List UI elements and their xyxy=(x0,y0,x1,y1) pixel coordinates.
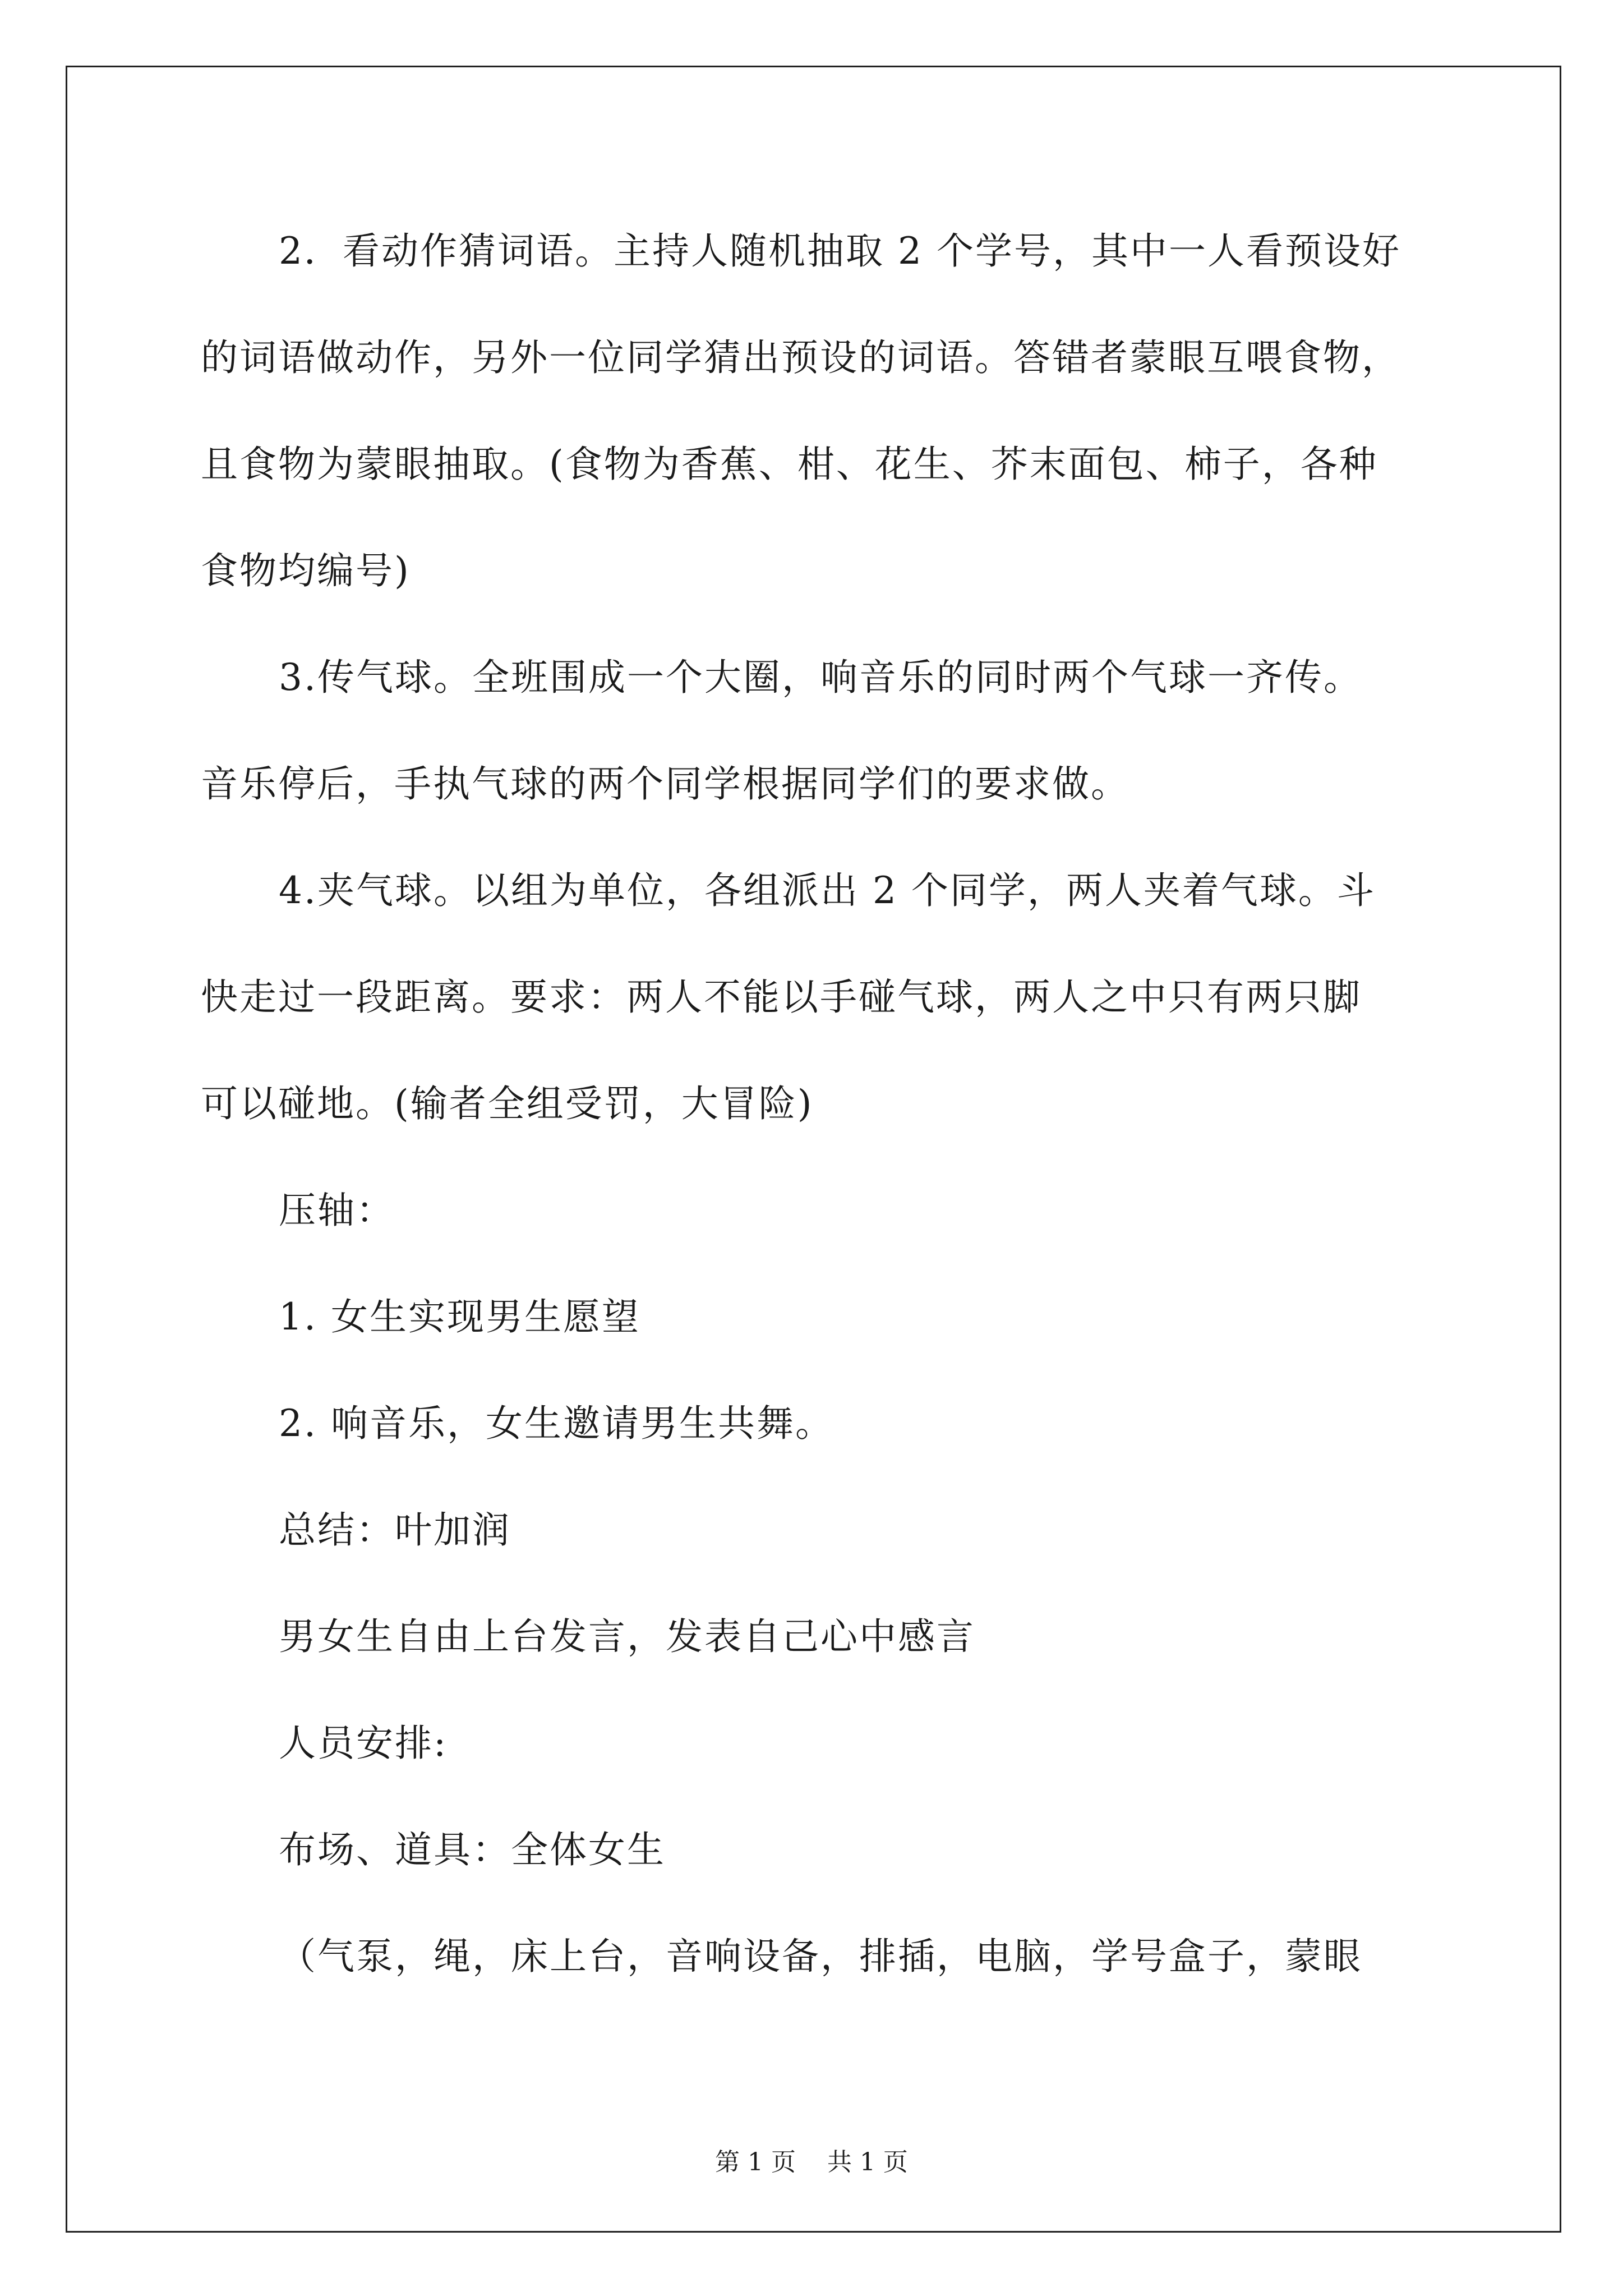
paragraph-line: 布场、道具：全体女生 xyxy=(279,1828,666,1871)
list-item: 1. 女生实现男生愿望 xyxy=(279,1295,640,1338)
section-heading: 压轴： xyxy=(279,1189,395,1232)
paragraph-line: 的词语做动作，另外一位同学猜出预设的词语。答错者蒙眼互喂食物， xyxy=(201,336,1400,379)
paragraph-line: 4.夹气球。以组为单位，各组派出 2 个同学，两人夹着气球。斗 xyxy=(279,869,1376,912)
paragraph-line: 快走过一段距离。要求：两人不能以手碰气球，两人之中只有两只脚 xyxy=(201,976,1362,1019)
paragraph-line: 2．看动作猜词语。主持人随机抽取 2 个学号，其中一人看预设好 xyxy=(279,229,1401,273)
list-item: 2. 响音乐，女生邀请男生共舞。 xyxy=(279,1402,834,1445)
page-border xyxy=(66,66,1561,2233)
paragraph-line: （气泵，绳，床上台，音响设备，排插，电脑，学号盒子，蒙眼 xyxy=(279,1935,1362,1978)
paragraph-line: 3.传气球。全班围成一个大圈，响音乐的同时两个气球一齐传。 xyxy=(279,656,1362,699)
section-heading: 人员安排: xyxy=(279,1722,448,1765)
paragraph-line: 音乐停后，手执气球的两个同学根据同学们的要求做。 xyxy=(201,762,1129,806)
section-heading: 总结：叶加润 xyxy=(279,1508,511,1552)
page-number-footer: 第 1 页 共 1 页 xyxy=(715,2148,908,2177)
paragraph-line: 可以碰地。(输者全组受罚，大冒险) xyxy=(201,1082,814,1125)
paragraph-line: 男女生自由上台发言，发表自己心中感言 xyxy=(279,1615,975,1658)
paragraph-line: 食物均编号) xyxy=(201,549,411,592)
paragraph-line: 且食物为蒙眼抽取。(食物为香蕉、柑、花生、芥末面包、柿子，各种 xyxy=(201,443,1378,486)
